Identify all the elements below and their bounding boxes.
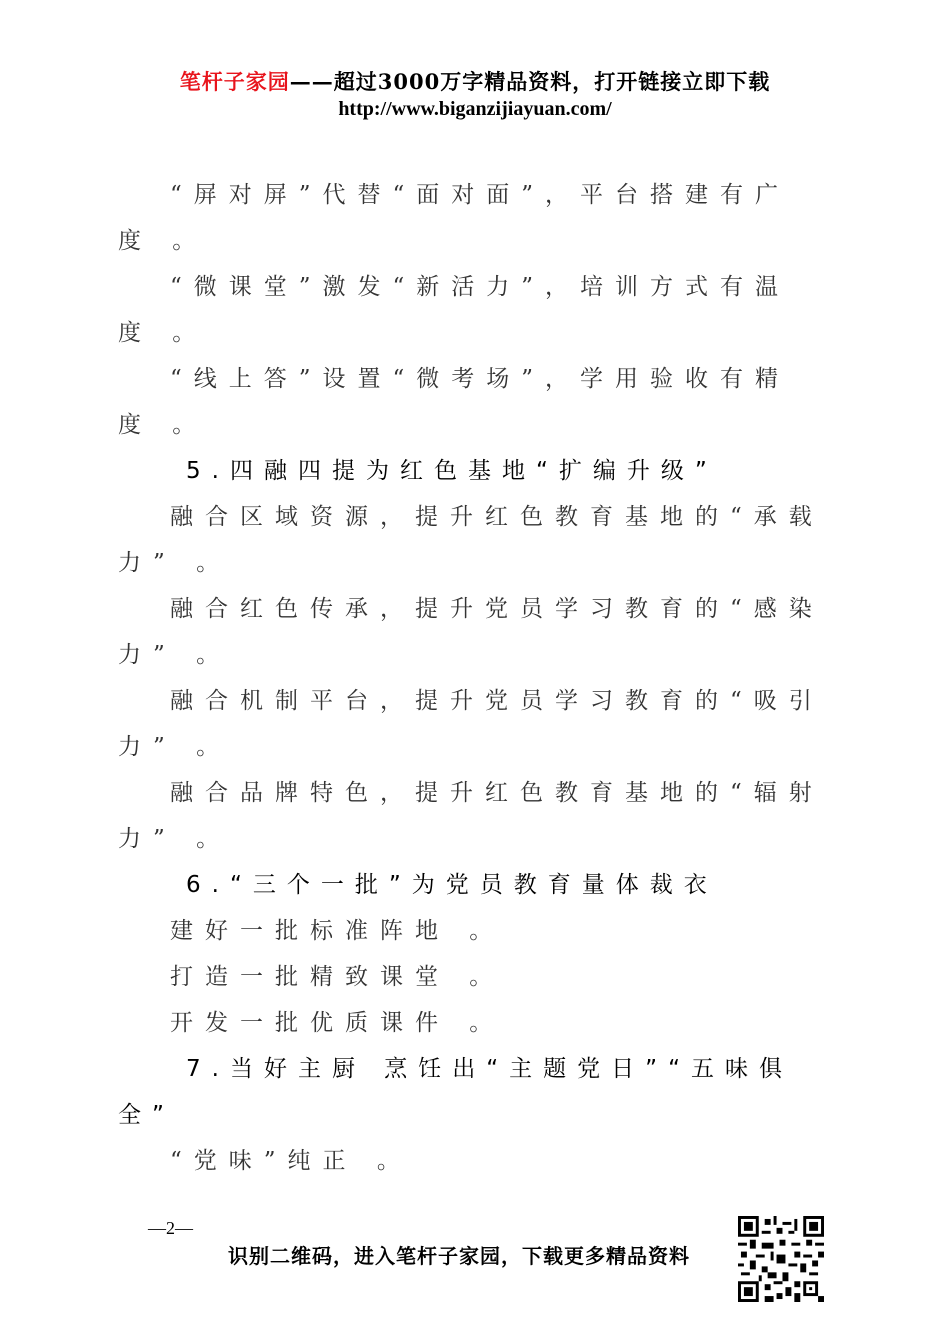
paragraph-line: “微课堂”激发“新活力”，培训方式有温 bbox=[170, 274, 791, 300]
paragraph-cont bbox=[118, 218, 818, 264]
paragraph-line: “屏对屏”代替“面对面”，平台搭建有广 bbox=[170, 182, 791, 208]
paragraph-line: “线上答”设置“微考场”，学用验收有精 bbox=[170, 366, 791, 392]
document-body bbox=[118, 172, 824, 1184]
paragraph-cont bbox=[118, 724, 818, 770]
section-heading-7-cont bbox=[118, 1092, 818, 1138]
heading-text: 6.“三个一批”为党员教育量体裁衣 bbox=[186, 872, 718, 898]
paragraph bbox=[118, 172, 818, 218]
paragraph-line: 力” 。 bbox=[118, 826, 232, 852]
paragraph bbox=[118, 1138, 818, 1184]
paragraph bbox=[118, 586, 824, 632]
paragraph-line: 建好一批标准阵地 。 bbox=[170, 918, 505, 944]
brand-name: 笔杆子家园 bbox=[179, 69, 290, 94]
header-tagline: ——超过3000万字精品资料，打开链接立即下载 bbox=[289, 69, 771, 94]
paragraph bbox=[118, 356, 818, 402]
paragraph-line: 打造一批精致课堂 。 bbox=[170, 964, 505, 990]
paragraph-cont bbox=[118, 402, 818, 448]
footer-text: 识别二维码，进入笔杆子家园，下载更多精品资料 bbox=[228, 1244, 690, 1268]
section-heading-6 bbox=[118, 862, 818, 908]
paragraph bbox=[118, 1000, 818, 1046]
heading-text: 全” bbox=[118, 1102, 175, 1128]
header-line bbox=[0, 66, 950, 96]
paragraph-line: 度 。 bbox=[118, 412, 208, 438]
page-number: —2— bbox=[148, 1218, 193, 1238]
paragraph-cont bbox=[118, 540, 818, 586]
paragraph bbox=[118, 494, 824, 540]
header-url[interactable]: http://www.biganzijiayuan.com/ bbox=[338, 98, 612, 120]
section-heading-7 bbox=[118, 1046, 818, 1092]
paragraph-line: 力” 。 bbox=[118, 734, 232, 760]
heading-text: 5.四融四提为红色基地“扩编升级” bbox=[186, 458, 718, 484]
paragraph bbox=[118, 908, 818, 954]
paragraph-line: 开发一批优质课件 。 bbox=[170, 1010, 505, 1036]
paragraph-line: 度 。 bbox=[118, 228, 208, 254]
heading-text: 7.当好主厨 烹饪出“主题党日”“五味俱 bbox=[186, 1056, 794, 1082]
paragraph bbox=[118, 264, 818, 310]
qr-code-icon[interactable] bbox=[738, 1216, 824, 1302]
paragraph-cont bbox=[118, 816, 818, 862]
paragraph-line: 融合区域资源，提升红色教育基地的“承载 bbox=[170, 504, 824, 530]
paragraph-line: 力” 。 bbox=[118, 550, 232, 576]
paragraph-line: 度 。 bbox=[118, 320, 208, 346]
section-heading-5 bbox=[118, 448, 818, 494]
paragraph-cont bbox=[118, 310, 818, 356]
paragraph-line: 融合品牌特色，提升红色教育基地的“辐射 bbox=[170, 780, 824, 806]
paragraph-line: 融合机制平台，提升党员学习教育的“吸引 bbox=[170, 688, 824, 714]
paragraph-cont bbox=[118, 632, 818, 678]
paragraph-line: 融合红色传承，提升党员学习教育的“感染 bbox=[170, 596, 824, 622]
paragraph bbox=[118, 678, 824, 724]
paragraph-line: “党味”纯正 。 bbox=[170, 1148, 412, 1174]
paragraph bbox=[118, 770, 824, 816]
paragraph bbox=[118, 954, 818, 1000]
paragraph-line: 力” 。 bbox=[118, 642, 232, 668]
